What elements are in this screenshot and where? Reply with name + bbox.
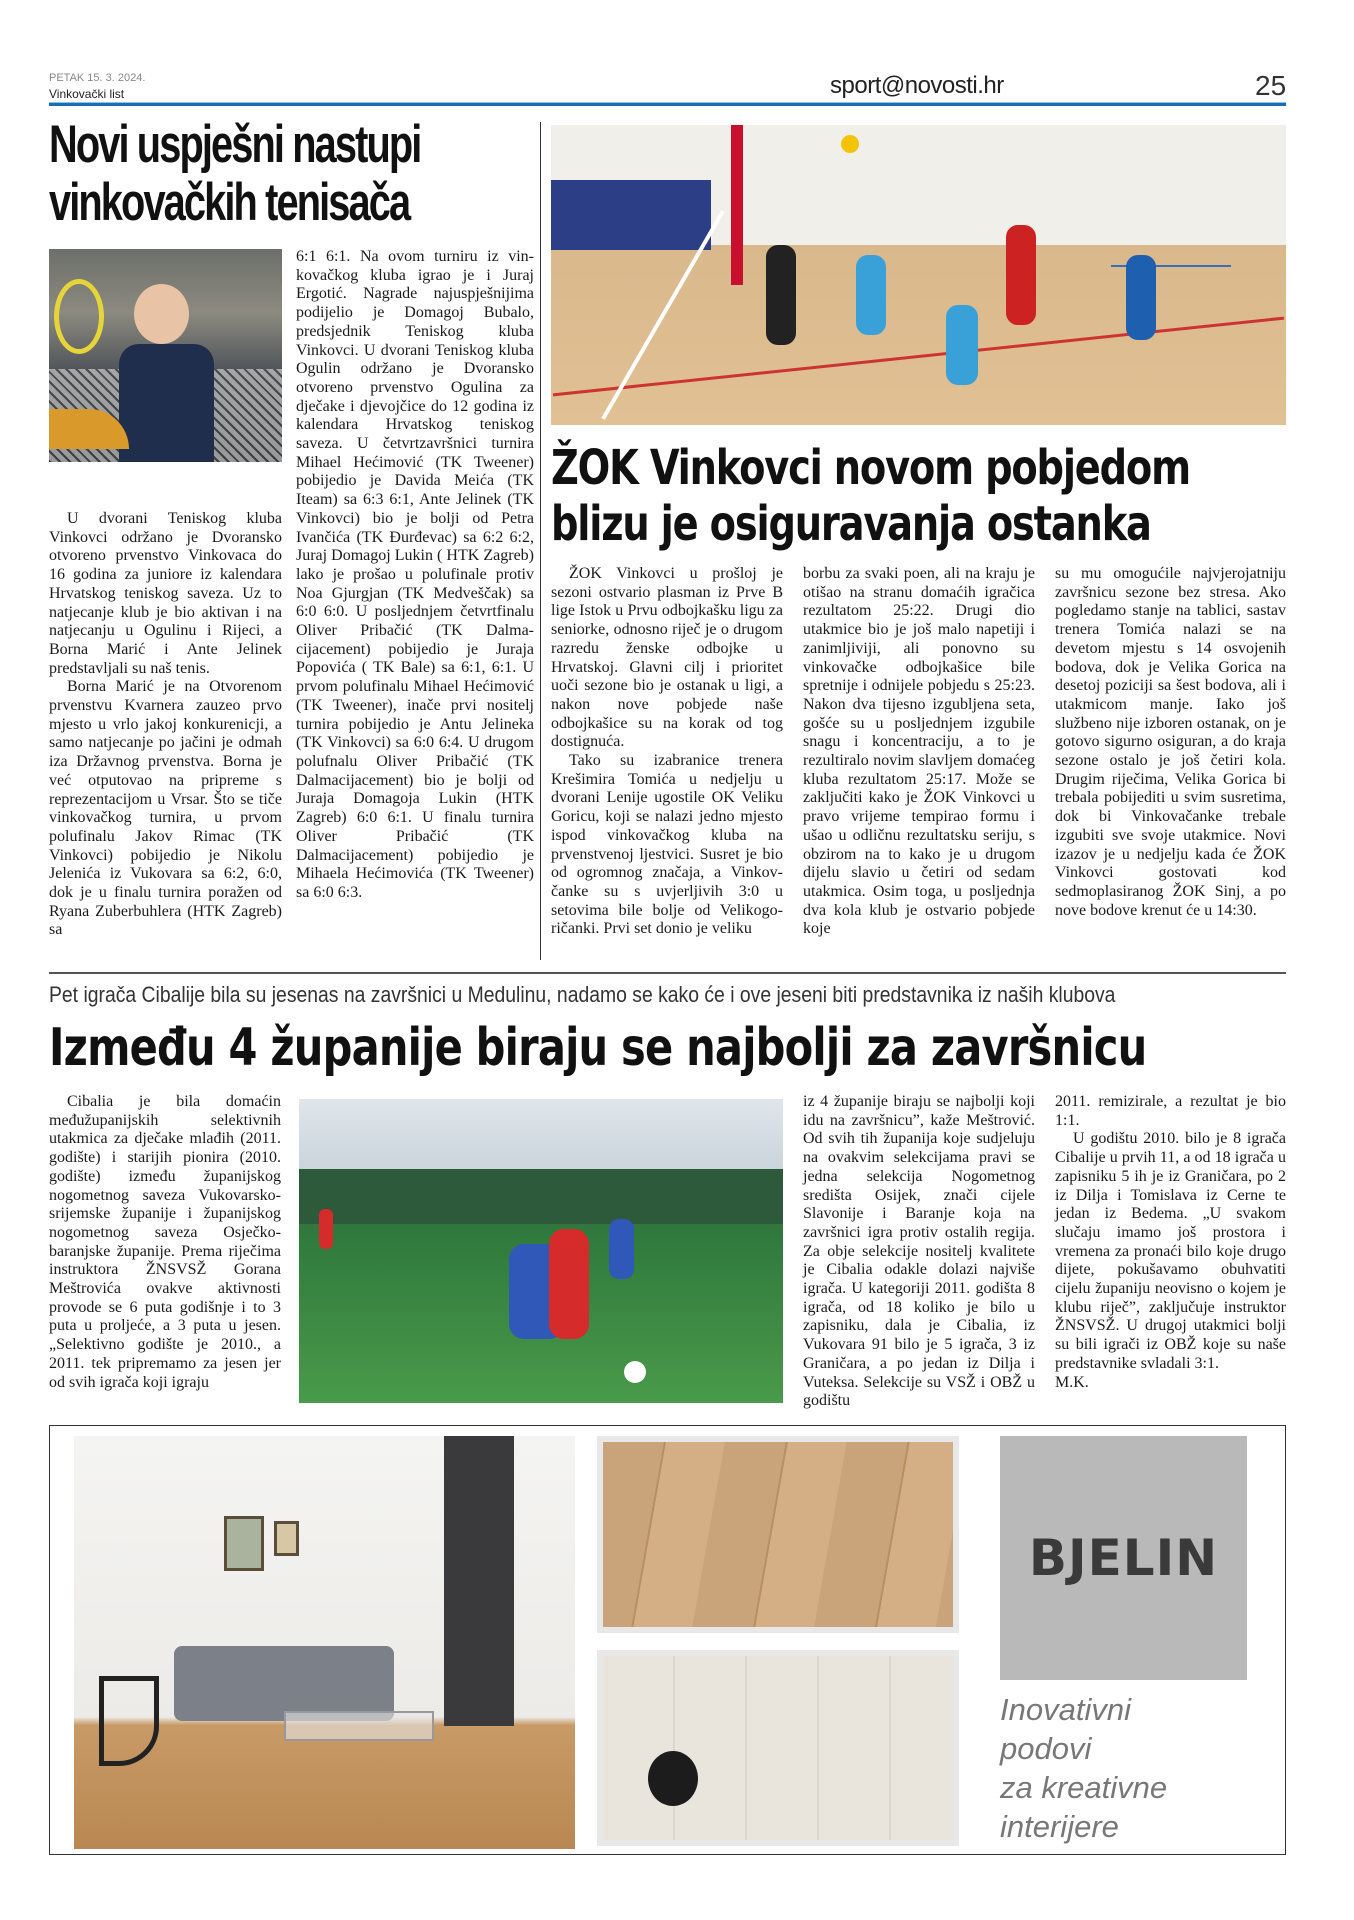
paragraph: 6:1 6:1. Na ovom turniru iz vinkovačkog kluba igrao je i Juraj Ergotić. Nagrade najuspješnijima podijelio je Domagoj Bubalo, predsjednik Teniskog kluba Vinkovci. U dvorani Teniskog kluba Ogulin održano je Dvoransko otvoreno prvenstvo Ogulina za dječake i djevojčice do 12 godina iz kalendara Hrvatskog teniskog saveza. U četvrtzavršnici turnira Mihael Hećimović (TK Tweener) pobijedio je Davida Meića (TK Iteam) sa 6:3 6:1, Ante Jelinek (TK Vinkovci) bio je bolji od Petra Ivančića (TK Đurđevac) sa 6:2 6:2, Juraj Domagoj Lukin ( HTK Zagreb) lako je prošao u polufinale protiv Noa Gjurgjan (TK Medveščak) sa 6:0 6:0. U posljednjem četvrtfinalu Oliver Pribačić (TK Dalmacijacement) pobijedio je Juraja Popovića ( TK Bale) sa 6:1, 6:1. U prvom polufinalu Mihael Hećimović (TK Tweener), inače prvi nositelj turnira pobijedio je Antu Jelineka (TK Vinkovci) sa 6:0 6:4. U drugom polufnalu Oliver Pribačić (TK Dalmacijacement) bio je bolji od Juraja Domagoja Lukin (HTK Zagreb) 6:0 6:1. U finalu turnira Oliver Pribačić (TK Dalmacijacement) pobijedio je Mihaela Hećimovića (TK Tweener) sa 6:0 6:3. <box>296 248 534 901</box>
section-divider <box>49 972 1286 974</box>
football-headline: Između 4 županije biraju se najbolji za završnicu <box>49 1018 1147 1078</box>
paragraph: iz 4 županije biraju se najbolji koji idu na završnicu”, kaže Meštrović. Od svih tih županija koje sudjeluju na ovakvim selekcijama pravi se jedna selekcija Nogometnog središta Osijek, znači cijele Slavonije i Baranje koja na završnici igra protiv ostalih regija. Za obje selekcije nositelj kvalitete je Cibalia odakle dolazi najviše igrača. U kategoriji 2011. godišta 8 igrača, od 18 koliko je bilo u zapisniku, dala je Cibalia, iz Vukovara 91 bilo je 5 igrača, 3 iz Graničara, a po jedan iz Dilja i Vuteksa. Selekcije su VSŽ i OBŽ u godištu <box>803 1093 1035 1410</box>
volleyball-column-1 <box>551 565 783 939</box>
volleyball-photo <box>551 125 1286 425</box>
ad-floor-photo-1 <box>597 1436 959 1633</box>
tennis-column-1 <box>49 510 282 940</box>
football-column-4 <box>1055 1093 1286 1392</box>
volleyball-headline: ŽOK Vinkovci novom pobjedom blizu je osiguravanja ostanka <box>551 440 1190 552</box>
header-rule <box>49 102 1286 106</box>
football-column-3 <box>803 1093 1035 1411</box>
paragraph: Borna Marić je na Otvorenom prvenstvu Kvarnera zauzeo prvo mjesto u vrlo jakoj konkurenicji, a samo natjecanje po jačini je odmah iza Državnog prvenstva. Borna je već otputovao na pripreme s reprezentacijom u Vrsar. Što se tiče vinkovačkog turnira, u prvom polufinalu Jakov Rimac (TK Vinkovci) pobijedio je Nikolu Jelenića iz Vukovara sa 6:2, 6:0, dok je u finalu turnira poražen od Ryana Zuberbuhlera (HTK Zagreb) sa <box>49 678 282 939</box>
football-kicker: Pet igrača Cibalije bila su jesenas na završnici u Medulinu, nadamo se kako će i ove jeseni biti predstavnika iz naših klubova <box>49 982 1116 1007</box>
author-initials: M.K. <box>1055 1373 1089 1391</box>
volleyball-column-3 <box>1055 565 1286 920</box>
volleyball-column-2 <box>803 565 1035 939</box>
page-number: 25 <box>1255 70 1287 101</box>
tennis-column-2 <box>296 248 534 903</box>
slogan-line: podovi <box>1000 1731 1092 1766</box>
football-photo <box>299 1099 783 1403</box>
ad-room-photo <box>74 1436 575 1849</box>
tennis-photo <box>49 249 282 462</box>
newspaper-name: Vinkovački list <box>49 87 125 101</box>
paragraph: su mu omogućile najvjerojatniju završnicu sezone bez stresa. Ako pogledamo stanje na tablici, sastav trenera Tomića nalazi se na devetom mjestu s 14 osvojenih bodova, dok je Velika Gorica na desetoj poziciji sa šest bodova, ali i utakmicom manje. Iako još službeno nije izboren ostanak, on je gotovo sigurno osiguran, a do kraja sezone ostalo je još četiri kola. Drugim riječima, Velika Gorica bi trebala pobijediti u svim susretima, dok bi Vinkovačanke trebale izgubiti sve svoje utakmice. Novi izazov je u nedjelju kada će ŽOK Vinkovci gostovati kod sedmoplasiranog ŽOK Sinj, a po nove bodove krenut će u 14:30. <box>1055 565 1286 919</box>
column-divider <box>540 122 541 960</box>
brand-logo: BJELIN <box>1000 1436 1247 1680</box>
paragraph: U dvorani Teniskog kluba Vinkovci održano je Dvoransko otvoreno prvenstvo Vinkovaca do 16 godina za juniore iz kalendara Hrvatskog teniskog saveza. Uz to natjecanje klub je bio aktivan i na natjecanju u Ogulinu i Rijeci, a Borna Marić i Ante Jelinek predstavljali su naš tenis. <box>49 510 282 677</box>
paragraph: ŽOK Vinkovci u prošloj je sezoni ostvario plasman iz Prve B lige Istok u Prvu odbojkašku ligu za seniorke, odnosno riječ je o drugom razredu ženske odbojke u Hrvatskoj. Glavni cilj i prioritet uoči sezone bio je ostanak u ligi, a nakon nove pobjede naše odbojkašice su na korak od tog dostignuća. <box>551 565 783 751</box>
paragraph: Cibalia je bila domaćin međužupanijskih selektivnih utakmica za dječake mlađih (2011. godište) i starijih pionira (2010. godište) između županijskog nogometnog saveza Vukovarsko-srijemske županije i županijskog nogometnog saveza Osječko-baranjske županije. Prema riječima instruktora ŽNSVSŽ Gorana Meštrovića ovakve aktivnosti provode se 6 puta godišnje i to 3 puta u proljeće, a 3 puta u jesen. „Selektivno godište je 2010., a 2011. tek pripremamo za jesen jer od svih igrača koji igraju <box>49 1093 281 1391</box>
paragraph: borbu za svaki poen, ali na kraju je otišao na stranu domaćih igračica rezultatom 25:22. Drugi dio utakmice bio je još malo napetiji i zanimljiviji, ali ponovno su vinkovačke odbojkašice bile spretnije i odnijele pobjedu s 25:23. Nakon dva tijesno izgubljena seta, gošće su u posljednjem izgubile snagu i koncentraciju, a to je rezultiralo novim slavljem domaćeg kluba rezultatom 25:17. Može se zaključiti kako je ŽOK Vinkovci u pravo vrijeme tempirao formu i ušao u odličnu rezultatsku seriju, s obzirom na to kako je u drugom dijelu slavio u četiri od sedam utakmica. Osim toga, u posljednja dva kola klub je ostvario pobjede koje <box>803 565 1035 938</box>
tennis-headline: Novi uspješni nastupi vinkovačkih tenisača <box>49 115 421 232</box>
issue-date: PETAK 15. 3. 2024. <box>49 72 146 84</box>
paragraph: U godištu 2010. bilo je 8 igrača Cibalije u prvih 11, a od 18 igrača u zapisniku 5 ih je iz Graničara, po 2 iz Dilja i Tomislava iz Cerne te jedan iz Bedema. „U svakom slučaju imamo još prostora i vremena za pronaći bilo koje drugo dijete, pokušavamo obuhvatiti cijelu županiju neovisno o kojem je klubu riječ”, zaključuje instruktor ŽNSVSŽ. U drugoj utakmici bolji su bili igrači iz OBŽ koje su naše predstavnike svladali 3:1. <box>1055 1130 1286 1372</box>
slogan-line: interijere <box>1000 1809 1119 1844</box>
ad-floor-photo-2 <box>597 1650 959 1846</box>
paragraph: Tako su izabranice trenera Krešimira Tomića u nedjelju u dvorani Lenije ugostile OK Veliku Goricu, koji se nalazi jedno mjesto ispod vinkovačkog kluba na prvenstvenoj ljestvici. Susret je bio od ogromnog značaja, a Vinkovčanke su s uvjerljivih 3:0 u setovima bile bolje od Velikogoričanki. Prvi set donio je veliku <box>551 752 783 938</box>
paragraph: 2011. remizirale, a rezultat je bio 1:1. <box>1055 1093 1286 1129</box>
football-column-1 <box>49 1093 281 1392</box>
slogan-line: za kreativne <box>1000 1770 1168 1805</box>
ad-slogan <box>1000 1690 1167 1846</box>
section-email[interactable]: sport@novosti.hr <box>830 72 1004 99</box>
slogan-line: Inovativni <box>1000 1692 1131 1727</box>
